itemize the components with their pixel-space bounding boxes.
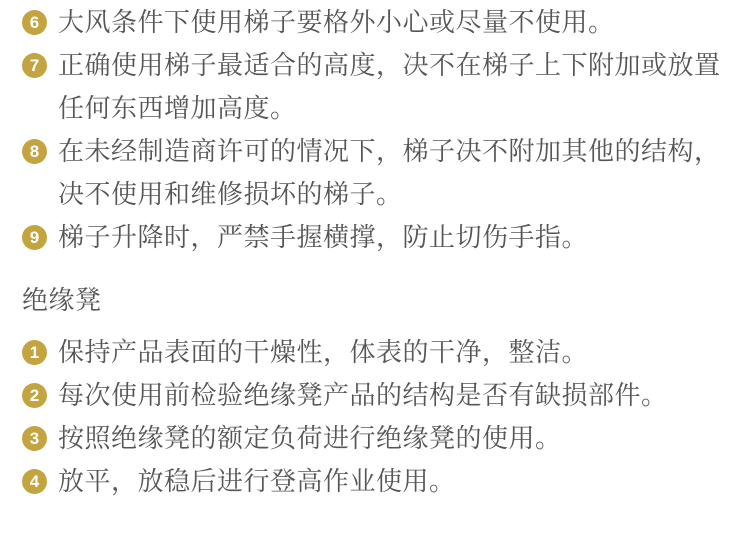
list-item — [22, 331, 730, 374]
list-item — [22, 374, 730, 417]
item-text-line: 任何东西增加高度。 — [58, 93, 297, 123]
list-item — [22, 1, 730, 44]
list-item — [22, 44, 730, 130]
item-text-line: 决不使用和维修损坏的梯子。 — [58, 179, 403, 209]
item-number-badge: 7 — [22, 53, 47, 78]
ladder-instructions-list — [22, 1, 730, 259]
item-number-badge: 4 — [22, 469, 47, 494]
list-item — [22, 417, 730, 460]
list-item — [22, 216, 730, 259]
item-text-line: 正确使用梯子最适合的高度，决不在梯子上下附加或放置 — [58, 50, 721, 80]
item-text-line: 按照绝缘凳的额定负荷进行绝缘凳的使用。 — [58, 423, 562, 453]
item-text-line: 大风条件下使用梯子要格外小心或尽量不使用。 — [58, 7, 615, 37]
item-text-line: 在未经制造商许可的情况下，梯子决不附加其他的结构， — [58, 136, 721, 166]
item-number-badge: 6 — [22, 10, 47, 35]
item-number-badge: 3 — [22, 426, 47, 451]
item-number-badge: 9 — [22, 225, 47, 250]
section-heading: 绝缘凳 — [22, 285, 102, 315]
stool-instructions-list — [22, 331, 730, 503]
list-item — [22, 460, 730, 503]
list-item — [22, 130, 730, 216]
item-text-line: 梯子升降时，严禁手握横撑，防止切伤手指。 — [58, 222, 589, 252]
item-text-line: 放平，放稳后进行登高作业使用。 — [58, 466, 456, 496]
item-number-badge: 8 — [22, 139, 47, 164]
item-text-line: 保持产品表面的干燥性，体表的干净，整洁。 — [58, 337, 589, 367]
item-number-badge: 1 — [22, 340, 47, 365]
item-number-badge: 2 — [22, 383, 47, 408]
item-text-line: 每次使用前检验绝缘凳产品的结构是否有缺损部件。 — [58, 380, 668, 410]
